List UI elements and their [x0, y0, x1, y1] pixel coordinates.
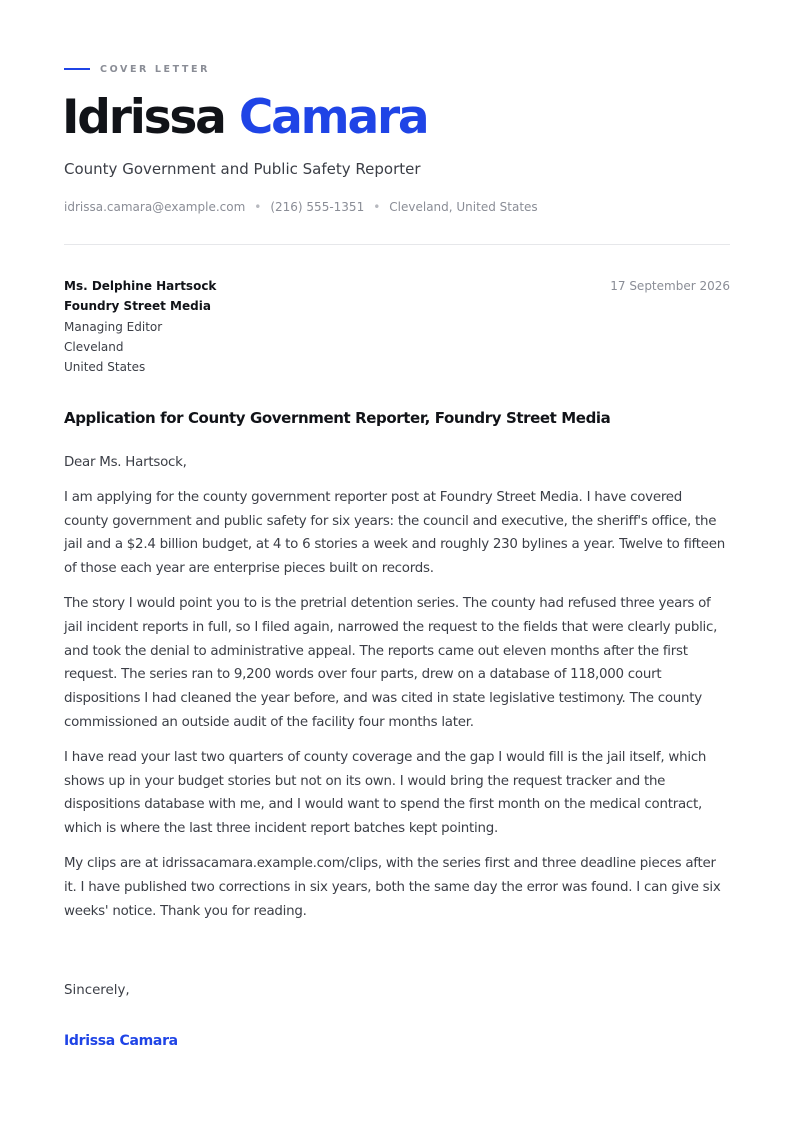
document-label — [64, 62, 210, 76]
contact-email[interactable]: idrissa.camara@example.com — [64, 200, 246, 214]
closing: Sincerely, — [64, 983, 130, 998]
recipient-name: Ms. Delphine Hartsock — [64, 279, 217, 293]
body-paragraph: I have read your last two quarters of county coverage and the gap I would fill is the jail itself, which shows up in your budget stories but not on its own. I would bring the request tracker and the dispositions database with me, and I would want to spend the first month on the medical contract, which is where the last three incident report batches kept pointing. — [64, 749, 707, 837]
contact-line — [64, 200, 538, 214]
signature: Idrissa Camara — [64, 1033, 178, 1049]
applicant-last-name: Camara — [238, 90, 428, 145]
salutation: Dear Ms. Hartsock, — [64, 455, 187, 470]
recipient-title: Managing Editor — [64, 319, 163, 334]
applicant-first-name: Idrissa — [62, 90, 225, 145]
contact-phone[interactable]: (216) 555-1351 — [270, 200, 365, 214]
recipient-country: United States — [64, 360, 146, 375]
applicant-role: County Government and Public Safety Reporter — [64, 160, 421, 178]
letter-subject: Application for County Government Reporter, Foundry Street Media — [64, 409, 611, 427]
accent-rule — [64, 68, 90, 70]
letter-date: 17 September 2026 — [610, 279, 730, 293]
document-label-text: COVER LETTER — [100, 63, 210, 75]
recipient-organization: Foundry Street Media — [64, 299, 211, 314]
contact-location: Cleveland, United States — [389, 200, 538, 214]
body-paragraph: My clips are at idrissacamara.example.com/clips, with the series first and three deadline pieces after it. I have published two corrections in six years, both the same day the error was found. I can give six weeks' notice. Thank you for reading. — [64, 855, 721, 919]
recipient-city: Cleveland — [64, 339, 124, 354]
header-divider — [64, 244, 730, 245]
recipient-block — [64, 276, 216, 377]
contact-separator: • — [373, 200, 381, 214]
body-paragraph: I am applying for the county government reporter post at Foundry Street Media. I have covered county government and public safety for six years: the council and executive, the sheriff's office, the jail and a $2.4 billion budget, at 4 to 6 stories a week and roughly 230 bylines a year. Twelve to fifteen of those each year are enterprise pieces built on records. — [64, 489, 725, 577]
body-paragraph: The story I would point you to is the pretrial detention series. The county had refused three years of jail incident reports in full, so I filed again, narrowed the request to the fields that were clearly public, and took the denial to administrative appeal. The reports came out eleven months after the first request. The series ran to 9,200 words over four parts, drew on a database of 118,000 court dispositions I had cleaned the year before, and was cited in state legislative testimony. The county commissioned an outside audit of the facility four months later. — [64, 595, 718, 730]
applicant-name — [62, 88, 427, 148]
contact-separator: • — [254, 200, 262, 214]
letter-body — [64, 451, 730, 934]
